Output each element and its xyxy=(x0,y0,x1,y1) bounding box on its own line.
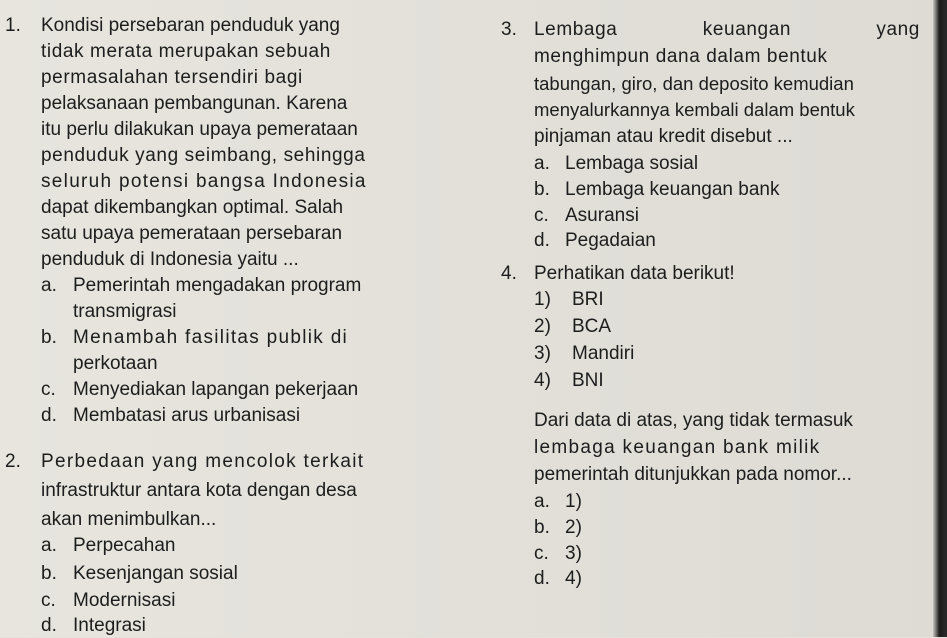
data-item-number: 3) xyxy=(534,343,551,364)
option-letter: d. xyxy=(534,568,550,589)
option-letter: b. xyxy=(41,563,57,584)
question-1-line-3: permasalahan tersendiri bagi xyxy=(41,67,303,88)
question-1-line-5: itu perlu dilakukan upaya pemerataan xyxy=(41,119,358,140)
question-number: 2. xyxy=(5,451,21,472)
data-item-text: BNI xyxy=(572,370,604,391)
option-c-text: 3) xyxy=(565,543,582,564)
option-c-text: Menyediakan lapangan pekerjaan xyxy=(73,379,359,400)
question-3-line-5: pinjaman atau kredit disebut ... xyxy=(534,126,793,147)
question-2-line-3: akan menimbulkan... xyxy=(41,509,217,530)
option-c-text: Modernisasi xyxy=(73,590,176,611)
page-edge-shadow xyxy=(933,0,947,637)
option-a-text: Perpecahan xyxy=(73,535,176,556)
option-letter: b. xyxy=(534,179,550,200)
option-letter: b. xyxy=(41,327,57,348)
left-column xyxy=(0,0,470,637)
option-a-text: Lembaga sosial xyxy=(565,153,699,174)
question-3-line-4: menyalurkannya kembali dalam bentuk xyxy=(534,99,855,120)
option-letter: c. xyxy=(41,379,56,400)
option-letter: d. xyxy=(41,615,57,636)
question-number: 4. xyxy=(501,263,517,284)
question-1-line-2: tidak merata merupakan sebuah xyxy=(41,41,331,62)
option-letter: d. xyxy=(534,230,550,251)
option-d-text: Integrasi xyxy=(73,615,146,636)
question-1-line-4: pelaksanaan pembangunan. Karena xyxy=(41,93,348,114)
option-d-text: Membatasi arus urbanisasi xyxy=(73,405,301,426)
option-b-text: Lembaga keuangan bank xyxy=(565,179,780,200)
option-letter: a. xyxy=(41,535,57,556)
question-4-line-3: pemerintah ditunjukkan pada nomor... xyxy=(534,464,852,485)
option-a-text-2: transmigrasi xyxy=(73,301,177,322)
option-letter: c. xyxy=(534,543,549,564)
question-1-line-6: penduduk yang seimbang, sehingga xyxy=(41,145,366,166)
data-item-number: 2) xyxy=(534,316,551,337)
option-b-text-2: perkotaan xyxy=(73,353,158,374)
option-b-text: 2) xyxy=(565,517,582,538)
question-3-line-3: tabungan, giro, dan deposito kemudian xyxy=(534,73,854,94)
question-1-line-1: Kondisi persebaran penduduk yang xyxy=(41,15,340,36)
option-letter: d. xyxy=(41,405,57,426)
option-letter: b. xyxy=(534,517,550,538)
question-1-line-8: dapat dikembangkan optimal. Salah xyxy=(41,197,344,218)
option-a-text-1: Pemerintah mengadakan program xyxy=(73,275,362,296)
right-column xyxy=(490,0,930,637)
question-2-line-1: Perbedaan yang mencolok terkait xyxy=(41,451,365,472)
data-item-text: BCA xyxy=(572,316,612,337)
option-letter: a. xyxy=(534,491,550,512)
question-4-line-2: lembaga keuangan bank milik xyxy=(534,437,821,458)
question-4-line-1: Dari data di atas, yang tidak termasuk xyxy=(534,410,853,431)
option-letter: a. xyxy=(534,153,550,174)
option-a-text: 1) xyxy=(565,491,582,512)
data-item-text: Mandiri xyxy=(572,343,635,364)
question-3-line-1: Lembaga keuangan yang xyxy=(534,19,920,40)
data-item-text: BRI xyxy=(572,289,604,310)
option-c-text: Asuransi xyxy=(565,205,639,226)
question-1-line-9: satu upaya pemerataan persebaran xyxy=(41,223,343,244)
data-item-number: 1) xyxy=(534,289,551,310)
question-number: 3. xyxy=(501,19,517,40)
option-letter: c. xyxy=(534,205,549,226)
question-number: 1. xyxy=(5,15,21,36)
option-d-text: 4) xyxy=(565,568,582,589)
question-1-line-10: penduduk di Indonesia yaitu ... xyxy=(41,249,299,270)
question-3-line-2: menghimpun dana dalam bentuk xyxy=(534,46,828,67)
option-b-text: Kesenjangan sosial xyxy=(73,563,238,584)
question-1-line-7: seluruh potensi bangsa Indonesia xyxy=(41,171,367,192)
option-letter: a. xyxy=(41,275,57,296)
option-letter: c. xyxy=(41,590,56,611)
option-d-text: Pegadaian xyxy=(565,230,656,251)
data-item-number: 4) xyxy=(534,370,551,391)
option-b-text-1: Menambah fasilitas publik di xyxy=(73,327,349,348)
question-2-line-2: infrastruktur antara kota dengan desa xyxy=(41,480,357,501)
question-4-intro: Perhatikan data berikut! xyxy=(534,263,735,284)
